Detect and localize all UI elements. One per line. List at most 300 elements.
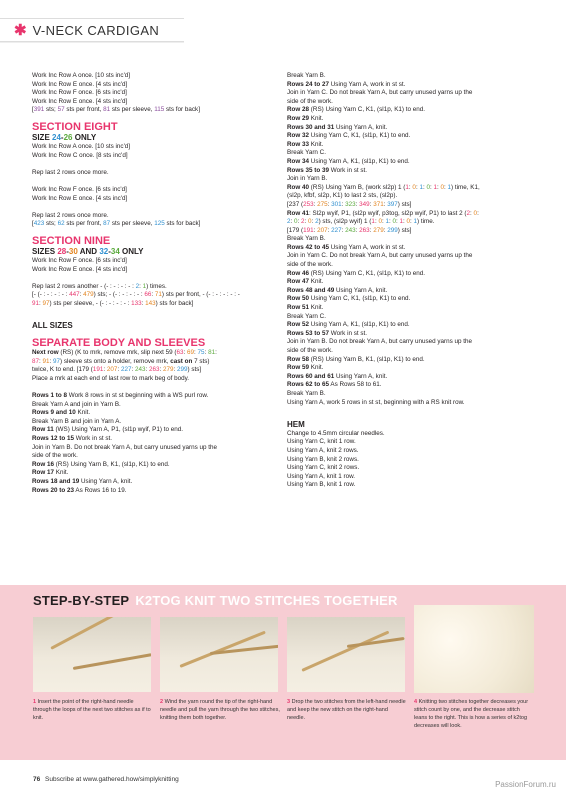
text-segment: 97	[42, 299, 50, 307]
instruction-line	[287, 201, 537, 210]
text-segment: Work 8 rows in st st beginning with a WS purl row.	[67, 392, 209, 400]
text-segment: :	[355, 200, 360, 208]
text-segment: ONLY	[119, 246, 144, 256]
text-segment: :	[183, 349, 188, 357]
subscribe-link[interactable]: Subscribe at www.gathered.how/simplyknitting	[45, 776, 179, 783]
text-segment: Rows 20 to 23	[32, 486, 74, 494]
step-2-photo	[160, 617, 278, 692]
text-segment: Using Yarn A, knit.	[334, 286, 388, 294]
text-segment: Work in st st.	[74, 435, 113, 442]
instruction-line	[287, 89, 537, 98]
text-segment: Using Yarn A, knit 1 row.	[287, 472, 356, 480]
text-segment: SECTION EIGHT	[32, 120, 118, 133]
text-segment: 125	[154, 220, 165, 228]
text-segment: Work Inc Row F once. [6 sts inc'd]	[32, 256, 127, 264]
text-segment: :	[341, 226, 346, 234]
text-segment: SIZES	[32, 246, 58, 256]
page-title: V-NECK CARDIGAN	[32, 22, 160, 38]
step-by-step-banner	[0, 585, 566, 760]
subheading	[287, 420, 537, 430]
text-segment: :	[117, 366, 121, 374]
instruction-line	[287, 244, 537, 253]
text-segment: ) times.	[146, 282, 167, 290]
text-segment: 2	[315, 218, 319, 226]
instruction-line	[32, 152, 270, 161]
text-segment: 0	[308, 218, 312, 226]
text-segment: 1	[399, 218, 403, 226]
text-segment: Knit.	[54, 469, 69, 477]
text-segment: 69	[187, 349, 195, 357]
instruction-line	[287, 184, 537, 193]
instruction-line	[32, 283, 270, 292]
text-segment: 447	[69, 291, 80, 299]
instruction-line	[287, 287, 537, 296]
text-segment: As Rows 16 to 19.	[74, 486, 127, 494]
instruction-line	[287, 72, 537, 81]
text-segment: 91	[32, 299, 40, 307]
text-segment: :	[145, 366, 149, 374]
text-segment: ) sts; - (- : - : - : - :	[93, 291, 145, 299]
text-segment: 1	[385, 218, 389, 226]
text-segment: Using Yarn C, K1, (sl1p, K1) to end.	[309, 295, 411, 303]
text-segment: 207	[106, 366, 118, 374]
instruction-line	[32, 375, 270, 384]
text-segment: :	[297, 218, 302, 226]
text-segment: Using Yarn A, work in st st.	[329, 243, 406, 251]
text-segment: (RS) Using Yarn B, (work sl2p) 1 (	[309, 183, 406, 191]
text-segment: ) sleeve sts onto a holder, remove mrk,	[60, 357, 171, 365]
text-segment: Using Yarn B, knit 1 row.	[287, 481, 356, 489]
instruction-line	[287, 356, 537, 365]
step-1-caption: 1 Insert the point of the right-hand needle through the loops of the next two stitches as if to knit.	[33, 699, 151, 721]
text-segment: 1	[413, 218, 418, 226]
instruction-line	[287, 438, 537, 447]
text-segment: 323	[345, 200, 356, 208]
text-segment: Knit.	[309, 114, 324, 122]
instruction-line	[287, 141, 537, 150]
text-segment: Break Yarn B.	[287, 235, 326, 243]
instruction-line	[32, 418, 270, 427]
text-segment: -	[60, 132, 64, 142]
text-segment: 143	[145, 299, 156, 307]
spacer	[32, 203, 270, 212]
text-segment: Using Yarn A, work in st st.	[329, 80, 406, 88]
text-segment: Break Yarn B.	[287, 72, 326, 79]
text-segment: sts for back]	[164, 220, 201, 228]
text-segment: 115	[154, 106, 165, 114]
text-segment: 0	[440, 183, 444, 191]
section-heading	[32, 337, 270, 349]
instruction-line	[287, 464, 537, 473]
text-segment: Knit.	[309, 304, 324, 312]
instruction-line	[287, 447, 537, 456]
instruction-line	[32, 469, 270, 478]
text-segment: Row 46	[287, 269, 310, 277]
text-segment: 0	[412, 183, 416, 191]
text-segment: :	[39, 299, 43, 307]
spacer	[32, 177, 270, 186]
instruction-line	[32, 358, 270, 367]
text-segment: Rows 12 to 15	[32, 435, 74, 442]
text-segment: (WS) Using Yarn A, P1, (sl1p wyif, P1) to end.	[53, 426, 183, 434]
instruction-line	[287, 473, 537, 482]
step-2-caption: 2 Wind the yarn round the tip of the right-hand needle and pull the yarn through the two stitches, knitting them both together.	[160, 699, 280, 721]
instruction-line	[32, 461, 270, 470]
text-segment: Work in st st.	[329, 329, 368, 337]
text-segment: Knit.	[75, 409, 91, 417]
text-segment: :	[374, 218, 379, 226]
text-segment: 397	[387, 200, 398, 208]
text-segment: cast on	[170, 357, 193, 365]
text-segment: 2	[301, 218, 305, 226]
text-segment: AND	[77, 246, 100, 256]
instruction-line	[287, 124, 537, 133]
text-segment: Using Yarn A, knit.	[334, 372, 388, 380]
instruction-line	[32, 409, 270, 418]
text-segment: 2	[466, 209, 471, 217]
text-segment: 227	[120, 366, 132, 374]
text-segment: 71	[154, 291, 162, 299]
text-segment: Join in Yarn B.	[287, 175, 328, 183]
instruction-line	[32, 98, 270, 107]
text-segment: Work Inc Row F once. [6 sts inc'd]	[32, 185, 127, 193]
text-segment: ) sts]	[397, 226, 412, 234]
text-segment: :	[408, 183, 413, 191]
text-segment: 243	[134, 366, 146, 374]
text-segment: Work Inc Row A once. [10 sts inc'd]	[32, 142, 131, 150]
text-segment: Row 59	[287, 364, 310, 372]
text-segment: 87	[32, 357, 40, 365]
text-segment: Using Yarn A, knit.	[334, 123, 388, 131]
text-segment: :	[381, 218, 386, 226]
text-segment: side of the work.	[32, 452, 78, 460]
instruction-line	[287, 270, 537, 279]
instructions-column-left	[32, 72, 270, 495]
instruction-line	[32, 89, 270, 98]
text-segment: Rows 18 and 19	[32, 477, 80, 485]
text-segment: 301	[331, 200, 342, 208]
text-segment: Work Inc Row C once. [8 sts inc'd]	[32, 151, 128, 159]
instruction-line	[32, 487, 270, 496]
instruction-line	[32, 291, 270, 300]
text-segment: side of the work.	[287, 347, 333, 354]
instruction-line	[32, 169, 270, 178]
step-1-photo	[33, 617, 151, 692]
text-segment: Row 11	[32, 426, 54, 434]
instruction-line	[287, 149, 537, 158]
text-segment: Rows 35 to 39	[287, 166, 329, 174]
text-segment: Row 40	[287, 183, 310, 191]
text-segment: 81	[103, 106, 111, 114]
text-segment: Break Yarn B.	[287, 389, 326, 397]
instruction-line	[287, 261, 537, 270]
spacer	[32, 160, 270, 169]
text-segment: [179 (	[287, 226, 304, 234]
instruction-line	[287, 373, 537, 382]
instruction-line	[32, 257, 270, 266]
instruction-line	[287, 481, 537, 490]
text-segment: 24	[52, 132, 61, 142]
text-segment: Rows 62 to 65	[287, 381, 329, 389]
text-segment: :	[49, 357, 54, 365]
section-heading	[32, 121, 270, 133]
text-segment: Rows 1 to 8	[32, 392, 67, 400]
text-segment: :	[444, 183, 448, 191]
instruction-line	[287, 235, 537, 244]
text-segment: 299	[387, 226, 398, 234]
text-segment: HEM	[287, 419, 305, 429]
instruction-line	[287, 381, 537, 390]
instruction-line	[32, 444, 270, 453]
instruction-line	[32, 195, 270, 204]
text-segment: Work Inc Row E once. [4 sts inc'd]	[32, 80, 128, 88]
text-segment: [	[32, 106, 34, 114]
text-segment: Change to 4.5mm circular needles.	[287, 429, 385, 437]
instruction-line	[287, 98, 537, 107]
instruction-line	[287, 167, 537, 176]
text-segment: SEPARATE BODY AND SLEEVES	[32, 337, 206, 350]
instruction-line	[32, 300, 270, 309]
text-segment: 133	[131, 299, 142, 307]
text-segment: sts per front,	[64, 106, 104, 114]
instruction-line	[287, 252, 537, 261]
instruction-line	[287, 106, 537, 115]
text-segment: : Sl2p wyif, P1, (sl2p wyif, p3tog, sl2p wyif, P1) to last 2 (	[309, 209, 467, 217]
text-segment: Using Yarn B, knit 2 rows.	[287, 455, 359, 463]
text-segment: :	[429, 183, 434, 191]
text-segment: Row 33	[287, 140, 310, 148]
text-segment: :	[103, 366, 107, 374]
text-segment: 1	[405, 183, 409, 191]
text-segment: :	[415, 183, 420, 191]
text-segment: :	[215, 349, 217, 357]
text-segment: :	[204, 349, 209, 357]
text-segment: Rep last 2 rows another - (- : - : - : - :	[32, 282, 136, 290]
text-segment: ) time, K1,	[451, 183, 480, 191]
text-segment: 0	[426, 183, 430, 191]
text-segment: 207	[317, 226, 328, 234]
text-segment: :	[341, 200, 346, 208]
text-segment: 279	[162, 366, 174, 374]
text-segment: sts per front,	[64, 220, 104, 228]
text-segment: :	[313, 226, 318, 234]
text-segment: Break Yarn C.	[287, 312, 326, 320]
text-segment: :	[477, 209, 479, 217]
instruction-line	[32, 366, 270, 375]
text-segment: 263	[359, 226, 370, 234]
instruction-line	[287, 115, 537, 124]
text-segment: Join in Yarn B. Do not break Yarn A, but carry unused yarns up the	[32, 443, 218, 451]
instruction-line	[287, 227, 537, 236]
step-4-caption: 4 Knitting two stitches together decreases your stitch count by one, and the decrease stitch leans to the right. This is how a series of k2tog decreases will look.	[414, 699, 529, 729]
text-segment: 26	[63, 132, 73, 142]
text-segment: Using Yarn C, knit 1 row.	[287, 438, 356, 446]
text-segment: Row 52	[287, 321, 310, 329]
text-segment: Join in Yarn C. Do not break Yarn A, but carry unused yarns up the	[287, 252, 473, 260]
step-4-photo	[414, 605, 534, 693]
text-segment: 243	[345, 226, 356, 234]
text-segment: Break Yarn A and join in Yarn B.	[32, 400, 121, 408]
text-segment: 371	[373, 200, 384, 208]
page-footer	[33, 776, 179, 783]
text-segment: 81	[208, 349, 216, 357]
text-segment: sts per sleeve,	[110, 106, 155, 114]
text-segment: sts per sleeve,	[110, 220, 155, 228]
text-segment: 87	[103, 220, 111, 228]
instruction-line	[287, 430, 537, 439]
text-segment: Rows 60 and 61	[287, 372, 335, 380]
text-segment: Rep last 2 rows once more.	[32, 168, 109, 176]
text-segment: Row 50	[287, 295, 310, 303]
text-segment: :	[131, 366, 135, 374]
instruction-line	[287, 399, 537, 408]
text-segment: [237 (	[287, 200, 304, 208]
text-segment: 34	[110, 246, 120, 256]
text-segment: Break Yarn C.	[287, 149, 326, 157]
text-segment: Row 28	[287, 106, 310, 114]
text-segment: Knit.	[309, 364, 324, 372]
text-segment: [	[32, 220, 34, 228]
text-segment: Row 32	[287, 132, 310, 140]
text-segment: 1	[433, 183, 437, 191]
text-segment: Using Yarn C, K1, (sl1p, K1) to end.	[309, 132, 411, 140]
text-segment: (RS) (K to mrk, remove mrk, slip next 59 (	[58, 349, 177, 357]
instruction-line	[32, 452, 270, 461]
instruction-line	[287, 347, 537, 356]
step-3-caption: 3 Drop the two stitches from the left-hand needle and keep the new stitch on the right-hand needle.	[287, 699, 406, 721]
instruction-line	[32, 426, 270, 435]
spacer	[287, 407, 537, 416]
text-segment: 75	[197, 349, 205, 357]
text-segment: :	[327, 226, 332, 234]
text-segment: 1	[419, 183, 423, 191]
page-number: 76	[33, 776, 41, 783]
instruction-line	[32, 401, 270, 410]
instruction-line	[287, 81, 537, 90]
text-segment: 63	[176, 349, 184, 357]
text-segment: Place a mrk at each end of last row to mark beg of body.	[32, 374, 190, 382]
text-segment: 7 sts)	[192, 357, 210, 365]
text-segment: Rows 53 to 57	[287, 329, 329, 337]
text-segment: :	[327, 200, 332, 208]
text-segment: ) sts per sleeve, - (- : - : - : - :	[49, 299, 132, 307]
text-segment: :	[383, 200, 388, 208]
text-segment: 253	[303, 200, 314, 208]
text-segment: Knit.	[309, 278, 324, 286]
instruction-line	[32, 212, 270, 221]
text-segment: 391	[33, 106, 45, 114]
text-segment: 1	[142, 282, 147, 290]
text-segment: ) sts for back]	[155, 299, 194, 307]
text-segment: Row 29	[287, 114, 310, 122]
size-heading	[32, 133, 270, 143]
text-segment: 2	[135, 282, 140, 290]
instruction-line	[287, 158, 537, 167]
watermark: PassionForum.ru	[495, 780, 556, 789]
text-segment: :	[388, 218, 393, 226]
text-segment: :	[395, 218, 400, 226]
text-segment: ) time.	[417, 218, 435, 226]
text-segment: ALL SIZES	[32, 321, 73, 331]
text-segment: Knit.	[309, 140, 324, 148]
section-heading	[32, 235, 270, 247]
text-segment: ) sts]	[397, 200, 412, 208]
text-segment: ) sts]	[187, 366, 202, 374]
instruction-line	[287, 321, 537, 330]
text-segment: 0	[378, 218, 382, 226]
text-segment: ) sts per front, - (- : - : - : - : -	[161, 291, 240, 299]
text-segment: :	[369, 226, 374, 234]
instruction-line	[287, 364, 537, 373]
text-segment: :	[369, 200, 374, 208]
text-segment: 30	[68, 246, 78, 256]
text-segment: Row 47	[287, 278, 310, 286]
text-segment: Join in Yarn B. Do not break Yarn A, but carry unused yarns up the	[287, 338, 473, 346]
text-segment: 66	[144, 291, 152, 299]
text-segment: :	[410, 218, 414, 226]
technique-title: K2TOG KNIT TWO STITCHES TOGETHER	[135, 593, 398, 608]
text-segment: Work Inc Row F once. [6 sts inc'd]	[32, 89, 127, 97]
text-segment: (sl2p, kfbf, sl2p, K1) to last 2 sts, (sl2p).	[287, 192, 398, 200]
text-segment: -	[108, 246, 111, 256]
text-segment: (RS) Using Yarn B, K1, (sl1p, K1) to end.	[309, 355, 425, 363]
text-segment: Join in Yarn C. Do not break Yarn A, but carry unused yarns up the	[287, 89, 473, 97]
text-segment: :	[313, 200, 318, 208]
text-segment: As Rows 58 to 61.	[329, 381, 382, 389]
text-segment: twice, K to end. [179 (	[32, 366, 93, 374]
text-segment: Rows 48 and 49	[287, 286, 335, 294]
text-segment: :	[311, 218, 316, 226]
text-segment: sts;	[44, 220, 58, 228]
text-segment: :	[141, 299, 146, 307]
size-heading	[32, 247, 270, 257]
text-segment: Row 34	[287, 157, 310, 165]
subheading	[32, 321, 270, 331]
text-segment: :	[79, 291, 84, 299]
text-segment: (RS) Using Yarn B, K1, (sl1p, K1) to end.	[54, 460, 170, 468]
text-segment: :	[355, 226, 360, 234]
instruction-line	[32, 186, 270, 195]
text-segment: (RS) Using Yarn C, K1, (sl1p, K1) to end.	[309, 106, 426, 114]
instruction-line	[32, 106, 270, 115]
instructions-column-right	[287, 72, 537, 490]
text-segment: SIZE	[32, 132, 53, 142]
text-segment: 191	[303, 226, 314, 234]
text-segment: 275	[317, 200, 328, 208]
text-segment: Rows 30 and 31	[287, 123, 335, 131]
text-segment: :	[436, 183, 441, 191]
text-segment: [- (- : - : - : - :	[32, 291, 70, 299]
text-segment: :	[194, 349, 198, 357]
page-header	[0, 18, 184, 42]
instruction-line	[287, 390, 537, 399]
instruction-line	[287, 313, 537, 322]
instruction-line	[32, 266, 270, 275]
text-segment: Row 41	[287, 209, 310, 217]
instruction-line	[32, 349, 270, 358]
instruction-line	[32, 220, 270, 229]
text-segment: SECTION NINE	[32, 234, 111, 247]
text-segment: :	[39, 357, 43, 365]
text-segment: :	[470, 209, 474, 217]
text-segment: :	[422, 183, 427, 191]
text-segment: 62	[57, 220, 65, 228]
text-segment: Using Yarn A, knit 2 rows.	[287, 446, 359, 454]
text-segment: Work in st st.	[329, 166, 368, 174]
text-segment: Work Inc Row E once. [4 sts inc'd]	[32, 265, 128, 273]
text-segment: 191	[92, 366, 104, 374]
text-segment: Next row	[32, 349, 59, 357]
